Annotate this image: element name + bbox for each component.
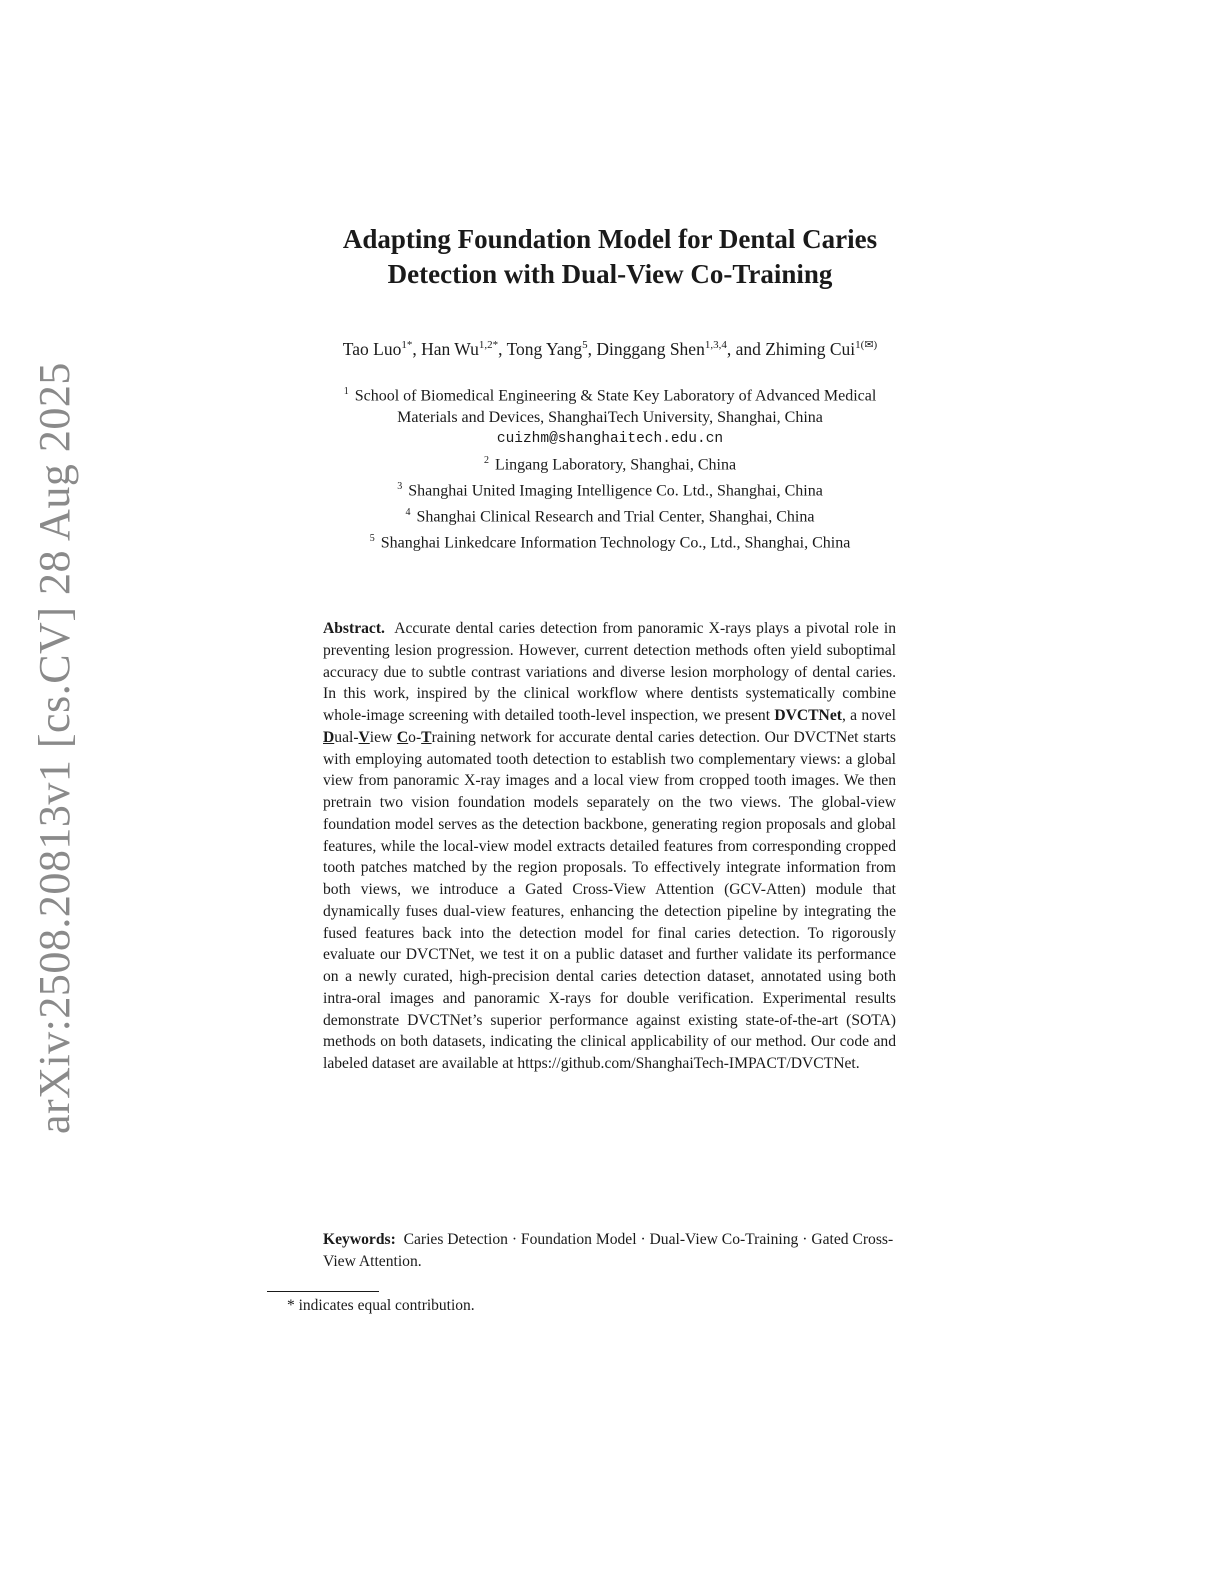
affiliation-text: Shanghai United Imaging Intelligence Co. Ltd., Shanghai, China xyxy=(408,482,823,500)
author-name: Han Wu xyxy=(421,338,479,359)
affiliation-text: School of Biomedical Engineering & State Key Laboratory of Advanced Medical xyxy=(354,387,877,405)
author-affil-mark: 1,2* xyxy=(478,339,499,351)
method-name: DVCTNet xyxy=(774,707,842,724)
paper-title xyxy=(220,222,1000,292)
author-affil-mark: 1* xyxy=(401,339,413,351)
author-affil-mark: 1(✉) xyxy=(855,339,878,351)
footnote-rule xyxy=(267,1291,379,1292)
abstract-text: raining xyxy=(431,728,476,746)
author-separator: , xyxy=(587,338,597,359)
author-name: Tao Luo xyxy=(342,338,402,359)
affiliation-number: 1 xyxy=(343,386,349,397)
keywords-text: Caries Detection · Foundation Model · Dual-View Co-Training · Gated Cross-View Attention. xyxy=(323,1231,894,1270)
keywords-paragraph xyxy=(323,1229,918,1273)
abstract-text: iew xyxy=(369,728,397,746)
affiliation-number: 3 xyxy=(397,481,403,493)
author-separator: , and xyxy=(726,338,766,359)
corresponding-email[interactable]: cuizhm@shanghaitech.edu.cn xyxy=(496,430,724,447)
acronym-letter: C xyxy=(396,728,409,746)
footnote-mark: * xyxy=(287,1297,295,1314)
affiliation-number: 2 xyxy=(483,455,489,467)
keywords-label: Keywords: xyxy=(323,1231,396,1248)
affiliation-number: 5 xyxy=(369,532,375,544)
acronym-letter: V xyxy=(358,728,370,746)
author-name: Tong Yang xyxy=(506,338,583,359)
affiliation-4 xyxy=(180,502,1040,528)
affiliation-text: Shanghai Linkedcare Information Technology Co., Ltd., Shanghai, China xyxy=(380,534,851,552)
footnote xyxy=(287,1297,475,1315)
affiliation-text: Lingang Laboratory, Shanghai, China xyxy=(494,456,737,474)
affiliation-1 xyxy=(180,381,1040,407)
abstract-text: , a novel xyxy=(841,707,896,724)
affiliation-number: 4 xyxy=(405,506,411,518)
arxiv-identifier-stamp: arXiv:2508.20813v1 [cs.CV] 28 Aug 2025 xyxy=(30,362,79,1134)
author-separator: , xyxy=(412,338,422,359)
author-list xyxy=(200,338,1020,360)
affiliation-2 xyxy=(180,450,1040,476)
author-affil-mark: 1,3,4 xyxy=(704,339,727,351)
affiliation-5 xyxy=(180,528,1040,554)
abstract-text: ual- xyxy=(334,728,359,746)
title-line-1: Adapting Foundation Model for Dental Caries xyxy=(342,224,878,254)
author-affil-mark: 5 xyxy=(582,339,588,351)
author-name: Dinggang Shen xyxy=(596,338,705,359)
footnote-text: indicates equal contribution. xyxy=(298,1297,475,1314)
title-line-2: Detection with Dual-View Co-Training xyxy=(387,259,833,289)
abstract-label: Abstract. xyxy=(323,620,385,637)
affiliation-1-cont: Materials and Devices, ShanghaiTech University, Shanghai, China xyxy=(397,408,823,426)
abstract-paragraph xyxy=(323,618,896,1075)
affiliation-text: Shanghai Clinical Research and Trial Center, Shanghai, China xyxy=(416,508,815,526)
affiliations-block xyxy=(180,381,1040,554)
author-separator: , xyxy=(498,338,507,359)
author-name: Zhiming Cui xyxy=(765,338,856,359)
abstract-text: Accurate dental caries detection from panoramic X-rays plays a pivotal role in preventing lesion progression. However, current detection methods often yield suboptimal accuracy due to subtle contrast variations and diverse lesion morphology of dental caries. In this work, inspired by the clinical workflow where dentists systematically combine whole-image screening with detailed tooth-level inspection, we present xyxy=(323,620,896,724)
abstract-text: o- xyxy=(408,728,422,746)
abstract-text: network for accurate dental caries detection. Our DVCTNet starts with employing automated tooth detection to establish two complementary views: a global view from panoramic X-ray images and a local view from cropped tooth images. We then pretrain two vision foundation models separately on the two views. The global-view foundation model serves as the detection backbone, generating region proposals and global features, while the local-view model extracts detailed features from corresponding cropped tooth patches matched by the region proposals. To effectively integrate information from both views, we introduce a Gated Cross-View Attention (GCV-Atten) module that dynamically fuses dual-view features, enhancing the detection pipeline by integrating the fused features back into the detection model for final caries detection. To rigorously evaluate our DVCTNet, we test it on a public dataset and further validate its performance on a newly curated, high-precision dental caries detection dataset, annotated using both intra-oral images and panoramic X-rays for double verification. Experimental results demonstrate DVCTNet’s superior performance against existing state-of-the-art (SOTA) methods on both datasets, indicating the clinical applicability of our method. Our code and labeled dataset are available at https://github.com/ShanghaiTech-IMPACT/DVCTNet. xyxy=(323,728,896,1072)
acronym-letter: D xyxy=(323,728,335,746)
affiliation-3 xyxy=(180,476,1040,502)
acronym-letter: T xyxy=(421,728,432,746)
